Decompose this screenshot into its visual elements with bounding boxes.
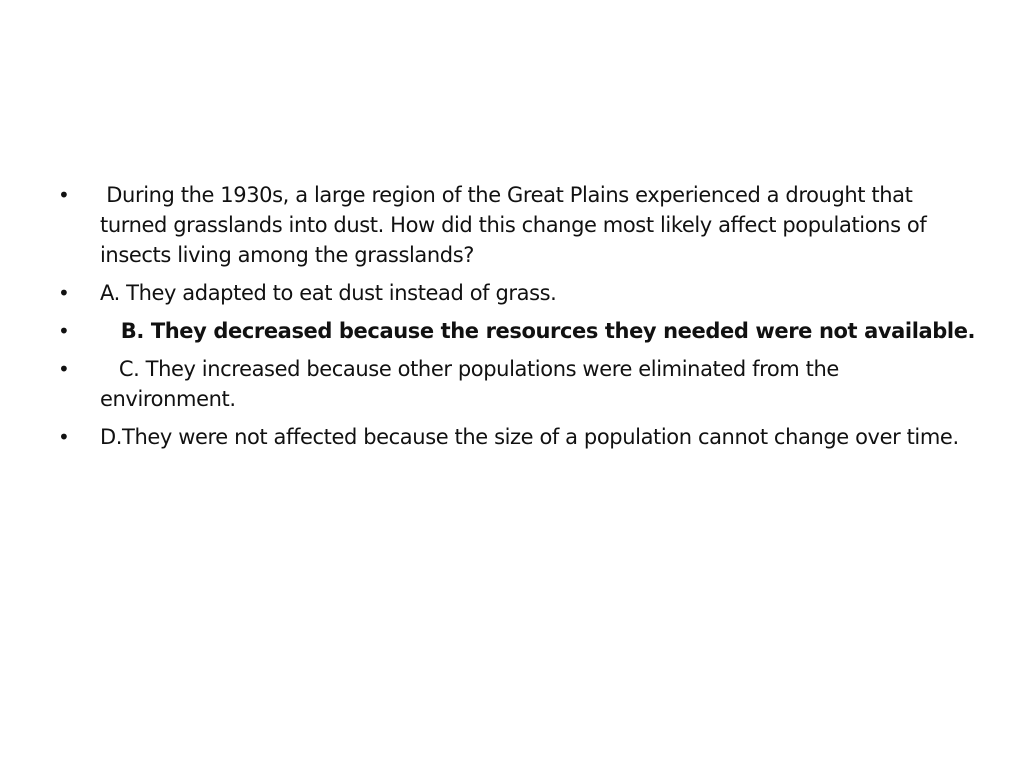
bullet-icon: • xyxy=(58,319,70,343)
answer-option-c xyxy=(58,354,978,414)
answer-option-b-text: B. They decreased because the resources they needed were not available. xyxy=(100,319,976,343)
answer-option-a xyxy=(58,278,978,308)
answer-option-a-text: A. They adapted to eat dust instead of grass. xyxy=(100,281,557,305)
answer-option-d xyxy=(58,422,978,452)
question-bullet-list xyxy=(58,180,978,460)
question-stem xyxy=(58,180,978,270)
answer-option-c-text: C. They increased because other populations were eliminated from the environment. xyxy=(100,357,846,411)
bullet-icon: • xyxy=(58,425,70,449)
bullet-icon: • xyxy=(58,281,70,305)
answer-option-d-text: D.They were not affected because the size of a population cannot change over time. xyxy=(100,425,959,449)
bullet-icon: • xyxy=(58,357,70,381)
question-text: During the 1930s, a large region of the Great Plains experienced a drought that turned grasslands into dust. How did this change most likely affect populations of insects living among the grasslands? xyxy=(100,183,933,267)
bullet-icon: • xyxy=(58,183,70,207)
answer-option-b xyxy=(58,316,978,346)
